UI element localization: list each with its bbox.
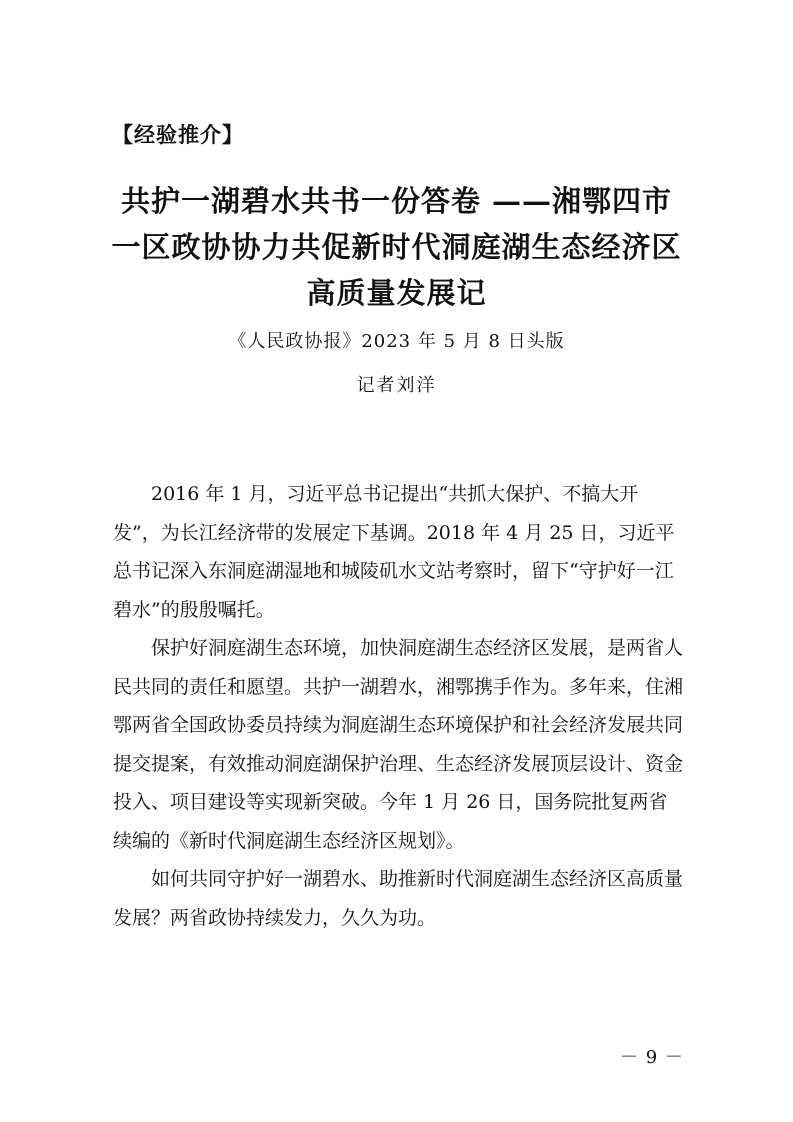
page-number: － 9 － (620, 1047, 684, 1068)
source-line: 《人民政协报》2023 年 5 月 8 日头版 (228, 331, 565, 352)
section-tag: 【经验推介】 (112, 123, 244, 147)
author-line: 记者刘洋 (356, 375, 437, 396)
article-body (113, 475, 683, 937)
article-title (95, 178, 698, 316)
title-line-2: 一区政协协力共促新时代洞庭湖生态经济区 (111, 230, 682, 264)
body-paragraph-2: 保护好洞庭湖生态环境，加快洞庭湖生态经济区发展，是两省人民共同的责任和愿望。共护一湖碧水，湘鄂携手作为。多年来，住湘鄂两省全国政协委员持续为洞庭湖生态环境保护和社会经济发展共同提交提案，有效推动洞庭湖保护治理、生态经济发展顶层设计、资金投入、项目建设等实现新突破。今年 1 月 26 日，国务院批复两省续编的《新时代洞庭湖生态经济区规划》。 (113, 637, 684, 852)
body-paragraph-1: 2016 年 1 月，习近平总书记提出“共抓大保护、不搞大开发”，为长江经济带的发展定下基调。2018 年 4 月 25 日，习近平总书记深入东洞庭湖湿地和城陵矶水文站考察时，留下“守护好一江碧水”的殷殷嘱托。 (113, 483, 675, 621)
title-line-3: 高质量发展记 (306, 276, 487, 310)
body-paragraph-3: 如何共同守护好一湖碧水、助推新时代洞庭湖生态经济区高质量发展？两省政协持续发力，久久为功。 (113, 868, 684, 929)
title-line-1: 共护一湖碧水共书一份答卷 ——湘鄂四市 (120, 184, 673, 218)
